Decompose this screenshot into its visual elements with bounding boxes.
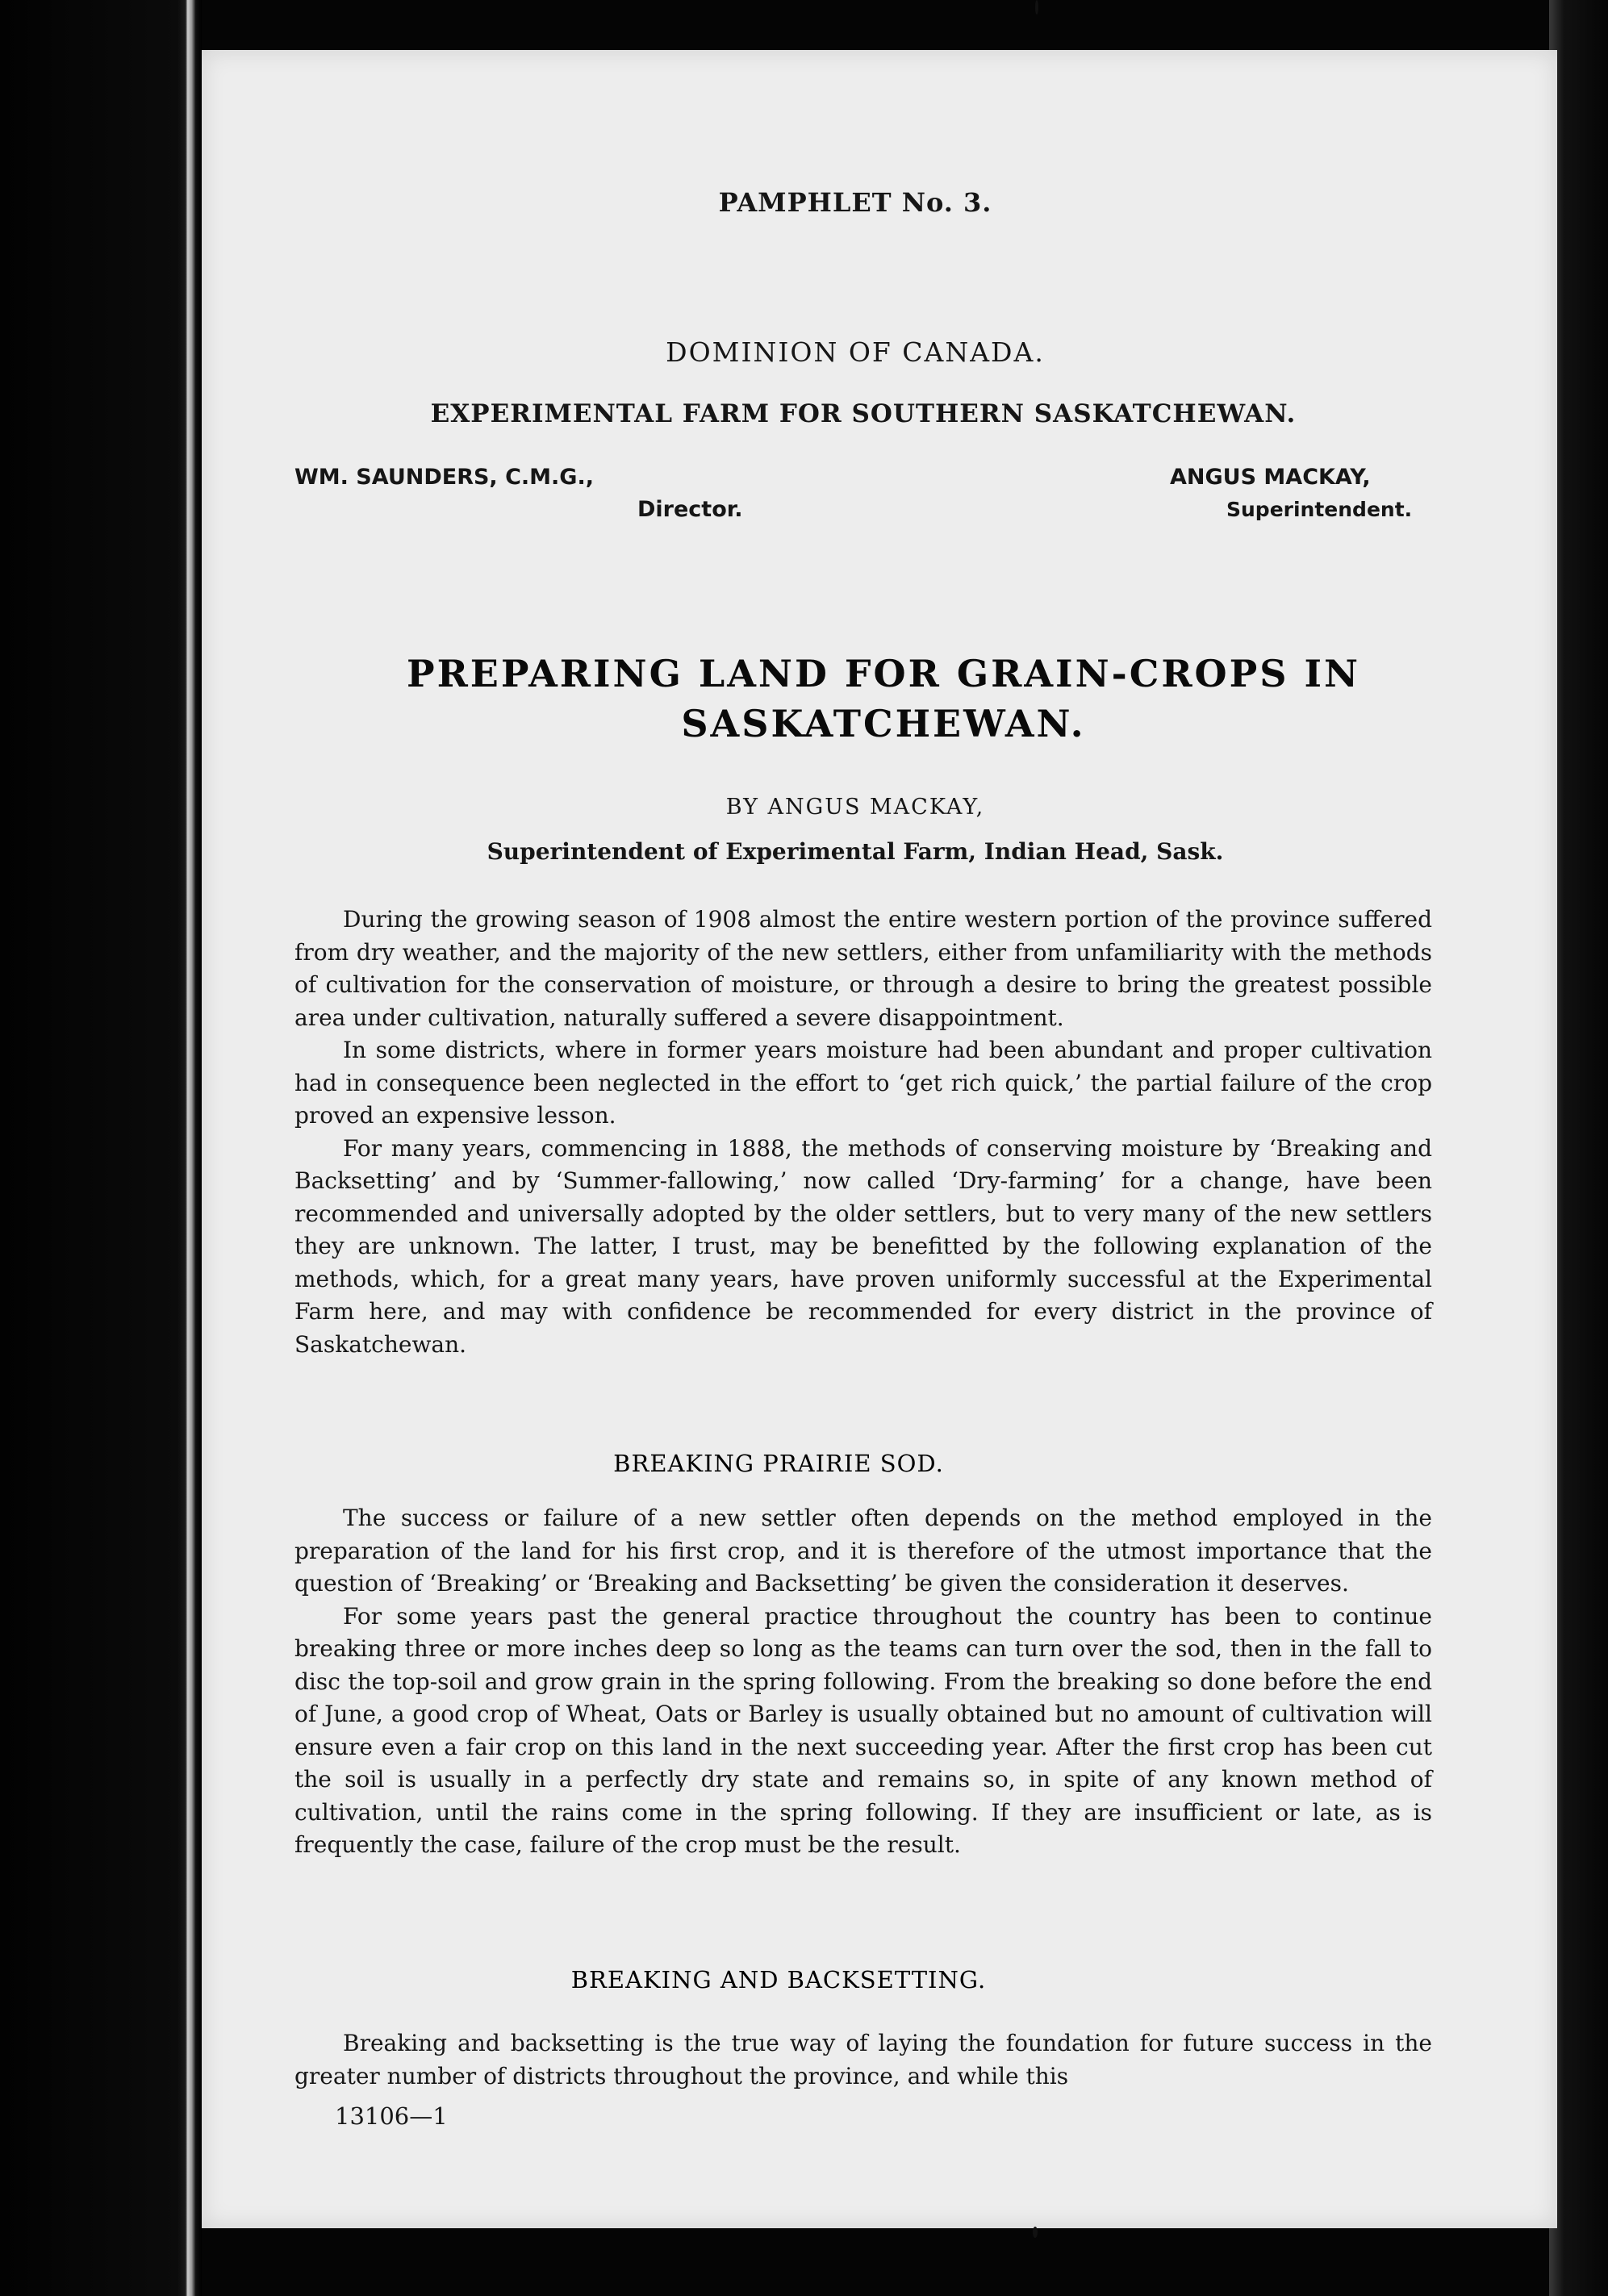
scan-right-edge [1549, 0, 1608, 2296]
intro-paragraph-3: For many years, commencing in 1888, the methods of conserving moisture by ‘Breaking and Backsetting’ and by ‘Summer-fallowing,’ now called ‘Dry-farming’ for a change, have been recommended and universally adopted by the older settlers, but to very many of the new settlers they are unknown. The latter, I trust, may be benefitted by the following explanation of the methods, which, for a great many years, have proven uniformly successful at the Experimental Farm here, and may with confidence be recommended for every district in the province of Saskatchewan. [294, 1134, 1432, 1358]
director-role: Director. [637, 497, 743, 522]
page-header [294, 50, 1432, 865]
byline-affiliation: Superintendent of Experimental Farm, Indian Head, Sask. [487, 838, 1224, 865]
director-name: WM. SAUNDERS, C.M.G., [294, 465, 594, 490]
superintendent-name: ANGUS MACKAY, [1170, 465, 1371, 490]
main-title [335, 649, 1432, 749]
scan-speck [1033, 2227, 1038, 2238]
main-title-line-1: PREPARING LAND FOR GRAIN-CROPS IN [406, 652, 1361, 695]
director-block [294, 461, 779, 526]
intro-paragraph-2: In some districts, where in former years moisture had been abundant and proper cultivation had in consequence been neglected in the effort to ‘get rich quick,’ the partial failure of the crop proved an expensive lesson. [294, 1037, 1432, 1129]
main-title-line-2: SASKATCHEWAN. [681, 702, 1086, 745]
byline-author: BY ANGUS MACKAY, [725, 795, 985, 820]
section-breaking-and-backsetting [294, 2027, 1432, 2093]
intro-section [294, 904, 1432, 1361]
section-heading-breaking-and-backsetting: BREAKING AND BACKSETTING. [570, 1966, 987, 1993]
dominion-heading: DOMINION OF CANADA. [666, 336, 1045, 368]
signature-mark: 13106—1 [335, 2102, 448, 2130]
sod-paragraph-1: The success or failure of a new settler often depends on the method employed in the preparation of the land for his first crop, and it is therefore of the utmost importance that the question of ‘Breaking’ or ‘Breaking and Backsetting’ be given the consideration it deserves. [294, 1505, 1432, 1597]
scan-speck-top [1035, 0, 1038, 15]
superintendent-block [1142, 461, 1456, 526]
pamphlet-number: PAMPHLET No. 3. [718, 187, 992, 218]
document-page [202, 50, 1557, 2228]
farm-heading: EXPERIMENTAL FARM FOR SOUTHERN SASKATCHEWAN. [430, 399, 1297, 428]
scan-left-binding [0, 0, 202, 2296]
section-breaking-prairie-sod [294, 1502, 1432, 1862]
backsetting-paragraph-1: Breaking and backsetting is the true way of laying the foundation for future success in the greater number of districts throughout the province, and while this [294, 2030, 1432, 2089]
intro-paragraph-1: During the growing season of 1908 almost the entire western portion of the province suffered from dry weather, and the majority of the new settlers, either from unfamiliarity with the methods of cultivation for the conservation of moisture, or through a desire to bring the greatest possible area under cultivation, naturally suffered a severe disappointment. [294, 906, 1432, 1031]
superintendent-role: Superintendent. [1226, 498, 1413, 521]
sod-paragraph-2: For some years past the general practice throughout the country has been to continue breaking three or more inches deep so long as the teams can turn over the sod, then in the fall to disc the top-soil and grow grain in the spring following. From the breaking so done before the end of June, a good crop of Wheat, Oats or Barley is usually obtained but no amount of cultivation will ensure even a fair crop on this land in the next succeeding year. After the first crop has been cut the soil is usually in a perfectly dry state and remains so, in spite of any known method of cultivation, until the rains come in the spring following. If they are insufficient or late, as is frequently the case, failure of the crop must be the result. [294, 1602, 1432, 1858]
section-heading-breaking-prairie-sod: BREAKING PRAIRIE SOD. [613, 1450, 944, 1477]
